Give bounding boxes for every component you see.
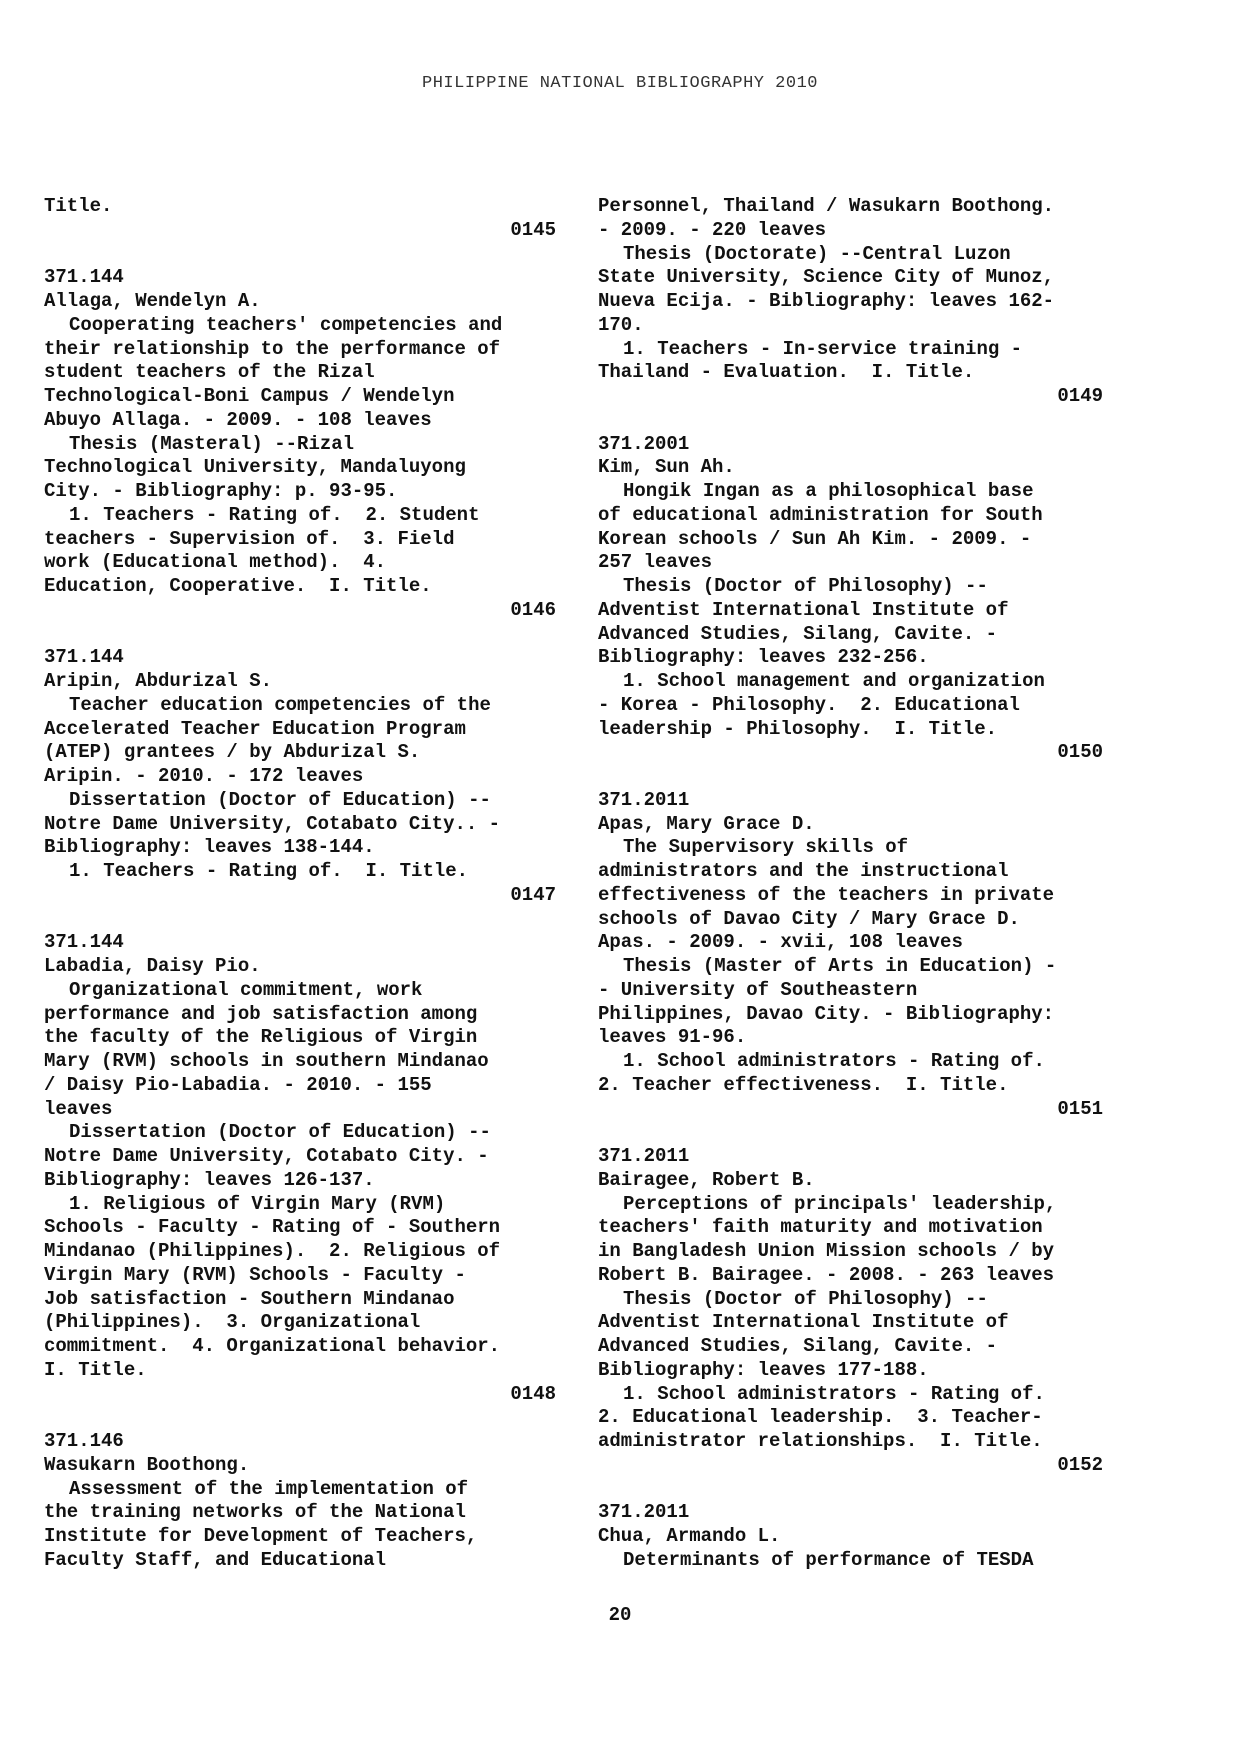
- entry-text-line: Nueva Ecija. - Bibliography: leaves 162-: [598, 290, 1055, 312]
- entry-text-line: Hongik Ingan as a philosophical base: [623, 480, 1034, 502]
- entry-text-line: effectiveness of the teachers in private: [598, 883, 1055, 906]
- entry-text-line: Personnel, Thailand / Wasukarn Boothong.: [598, 195, 1055, 217]
- entry-text-line: the faculty of the Religious of Virgin: [44, 1026, 478, 1049]
- entry-text-line: Virgin Mary (RVM) Schools - Faculty -: [44, 1263, 466, 1286]
- entry-text-line: Dissertation (Doctor of Education) --: [69, 788, 491, 811]
- entry-text-line: - Korea - Philosophy. 2. Educational: [598, 693, 1020, 716]
- entry-number: 0150: [1057, 741, 1103, 764]
- entry-spacer: [44, 623, 556, 647]
- entry-text-line: The Supervisory skills of: [623, 836, 909, 859]
- entry-text-line: Kim, Sun Ah.: [598, 456, 735, 479]
- entry-text-line: Chua, Armando L.: [598, 1525, 781, 1547]
- entry-text-line: Robert B. Bairagee. - 2008. - 263 leaves: [598, 1263, 1055, 1286]
- call-number: 371.146: [44, 1430, 124, 1452]
- call-number: 371.144: [44, 266, 124, 289]
- call-number: 371.2011: [598, 788, 690, 811]
- entry-text-line: Thesis (Master of Arts in Education) -: [623, 955, 1057, 977]
- entry-spacer: [44, 1406, 556, 1430]
- entry-text-line: Schools - Faculty - Rating of - Southern: [44, 1216, 501, 1239]
- call-number: 371.2011: [598, 1501, 690, 1524]
- right-column: [598, 195, 1103, 1573]
- entry-text-line: Philippines, Davao City. - Bibliography:: [598, 1002, 1055, 1025]
- entry-text-line: administrator relationships. I. Title.: [598, 1430, 1043, 1452]
- entry-text-line: teachers' faith maturity and motivation: [598, 1216, 1043, 1239]
- entry-text-line: Mary (RVM) schools in southern Mindanao: [44, 1050, 489, 1072]
- entry-text-line: Determinants of performance of TESDA: [623, 1548, 1034, 1571]
- entry-number: 0145: [510, 218, 556, 241]
- entry-text-line: / Daisy Pio-Labadia. - 2010. - 155: [44, 1073, 432, 1096]
- entry-text-line: Aripin. - 2010. - 172 leaves: [44, 765, 364, 787]
- entry-text-line: Technological University, Mandaluyong: [44, 456, 466, 479]
- entry-text-line: leaves 91-96.: [598, 1026, 747, 1049]
- entry-text-line: - University of Southeastern: [598, 978, 918, 1001]
- entry-text-line: Bibliography: leaves 138-144.: [44, 836, 375, 859]
- entry-text-line: 2. Teacher effectiveness. I. Title.: [598, 1073, 1009, 1096]
- entry-text-line: Assessment of the implementation of: [69, 1477, 469, 1500]
- entry-text-line: schools of Davao City / Mary Grace D.: [598, 907, 1020, 930]
- left-column: [44, 195, 556, 1573]
- entry-text-line: Title.: [44, 195, 113, 217]
- entry-text-line: their relationship to the performance of: [44, 337, 501, 360]
- entry-number: 0151: [1057, 1097, 1103, 1120]
- entry-text-line: Thailand - Evaluation. I. Title.: [598, 361, 975, 384]
- running-header: PHILIPPINE NATIONAL BIBLIOGRAPHY 2010: [422, 74, 818, 93]
- entry-number: 0148: [510, 1382, 556, 1405]
- entry-text-line: commitment. 4. Organizational behavior.: [44, 1335, 501, 1357]
- entry-text-line: Bibliography: leaves 232-256.: [598, 646, 929, 669]
- entry-text-line: Technological-Boni Campus / Wendelyn: [44, 385, 455, 407]
- entry-text-line: I. Title.: [44, 1358, 147, 1381]
- entry-text-line: Perceptions of principals' leadership,: [623, 1192, 1057, 1215]
- entry-text-line: in Bangladesh Union Mission schools / by: [598, 1240, 1055, 1262]
- entry-text-line: Bibliography: leaves 126-137.: [44, 1168, 375, 1191]
- entry-number: 0147: [510, 883, 556, 906]
- entry-text-line: Labadia, Daisy Pio.: [44, 955, 261, 977]
- entry-text-line: 1. Teachers - Rating of. I. Title.: [69, 860, 469, 882]
- entry-text-line: teachers - Supervision of. 3. Field: [44, 527, 455, 550]
- entry-text-line: (Philippines). 3. Organizational: [44, 1311, 421, 1334]
- entry-text-line: Thesis (Doctor of Philosophy) --: [623, 575, 988, 597]
- entry-text-line: Notre Dame University, Cotabato City. -: [44, 1145, 489, 1167]
- entry-number: 0146: [510, 598, 556, 621]
- entry-text-line: 1. Teachers - Rating of. 2. Student: [69, 503, 480, 526]
- entry-text-line: Advanced Studies, Silang, Cavite. -: [598, 622, 998, 645]
- entry-text-line: the training networks of the National: [44, 1501, 466, 1524]
- entry-text-line: Wasukarn Boothong.: [44, 1453, 250, 1476]
- entry-text-line: Faculty Staff, and Educational: [44, 1548, 387, 1571]
- entry-text-line: Mindanao (Philippines). 2. Religious of: [44, 1240, 501, 1262]
- entry-text-line: 1. School management and organization: [623, 670, 1045, 692]
- entry-spacer: [598, 1478, 1103, 1502]
- entry-text-line: student teachers of the Rizal: [44, 361, 375, 384]
- entry-text-line: of educational administration for South: [598, 503, 1043, 526]
- entry-text-line: Aripin, Abdurizal S.: [44, 670, 273, 692]
- entry-text-line: Education, Cooperative. I. Title.: [44, 575, 432, 597]
- entry-text-line: Apas, Mary Grace D.: [598, 812, 815, 835]
- entry-text-line: Thesis (Doctorate) --Central Luzon: [623, 242, 1011, 265]
- entry-text-line: Thesis (Masteral) --Rizal: [69, 432, 355, 455]
- entry-text-line: leaves: [44, 1097, 113, 1120]
- entry-text-line: City. - Bibliography: p. 93-95.: [44, 480, 398, 502]
- entry-text-line: 1. Teachers - In-service training -: [623, 337, 1023, 360]
- entry-text-line: work (Educational method). 4.: [44, 551, 387, 574]
- entry-text-line: Apas. - 2009. - xvii, 108 leaves: [598, 931, 963, 954]
- entry-text-line: Korean schools / Sun Ah Kim. - 2009. -: [598, 527, 1032, 550]
- entry-text-line: Teacher education competencies of the: [69, 693, 491, 716]
- entry-number: 0152: [1057, 1453, 1103, 1476]
- entry-text-line: Abuyo Allaga. - 2009. - 108 leaves: [44, 408, 432, 431]
- entry-text-line: Advanced Studies, Silang, Cavite. -: [598, 1335, 998, 1357]
- entry-text-line: performance and job satisfaction among: [44, 1002, 478, 1025]
- entry-text-line: Adventist International Institute of: [598, 598, 1009, 621]
- entry-text-line: 1. School administrators - Rating of.: [623, 1050, 1045, 1072]
- entry-text-line: Thesis (Doctor of Philosophy) --: [623, 1287, 988, 1310]
- entry-text-line: 170.: [598, 313, 644, 336]
- entry-text-line: Dissertation (Doctor of Education) --: [69, 1121, 491, 1144]
- entry-number: 0149: [1057, 385, 1103, 407]
- call-number: 371.144: [44, 931, 124, 954]
- entry-text-line: Bibliography: leaves 177-188.: [598, 1358, 929, 1381]
- page-number: 20: [608, 1604, 632, 1626]
- entry-spacer: [44, 243, 556, 267]
- entry-text-line: Organizational commitment, work: [69, 978, 423, 1001]
- entry-spacer: [44, 908, 556, 932]
- entry-text-line: Institute for Development of Teachers,: [44, 1525, 478, 1547]
- entry-text-line: Notre Dame University, Cotabato City.. -: [44, 812, 501, 835]
- entry-text-line: Adventist International Institute of: [598, 1311, 1009, 1334]
- call-number: 371.144: [44, 646, 124, 669]
- entry-text-line: 257 leaves: [598, 551, 713, 574]
- entry-text-line: Bairagee, Robert B.: [598, 1168, 815, 1191]
- entry-text-line: Job satisfaction - Southern Mindanao: [44, 1287, 455, 1310]
- entry-text-line: - 2009. - 220 leaves: [598, 218, 827, 241]
- entry-text-line: State University, Science City of Munoz,: [598, 266, 1055, 289]
- entry-text-line: Allaga, Wendelyn A.: [44, 290, 261, 312]
- entry-spacer: [598, 1121, 1103, 1145]
- entry-spacer: [598, 765, 1103, 789]
- entry-spacer: [598, 409, 1103, 433]
- entry-text-line: (ATEP) grantees / by Abdurizal S.: [44, 741, 421, 764]
- entry-text-line: 1. Religious of Virgin Mary (RVM): [69, 1192, 446, 1215]
- entry-text-line: leadership - Philosophy. I. Title.: [598, 717, 998, 740]
- entry-text-line: 1. School administrators - Rating of.: [623, 1382, 1045, 1405]
- entry-text-line: Accelerated Teacher Education Program: [44, 717, 466, 740]
- entry-text-line: 2. Educational leadership. 3. Teacher-: [598, 1406, 1043, 1429]
- entry-text-line: administrators and the instructional: [598, 860, 1009, 882]
- call-number: 371.2001: [598, 432, 690, 455]
- entry-text-line: Cooperating teachers' competencies and: [69, 313, 503, 336]
- call-number: 371.2011: [598, 1145, 690, 1167]
